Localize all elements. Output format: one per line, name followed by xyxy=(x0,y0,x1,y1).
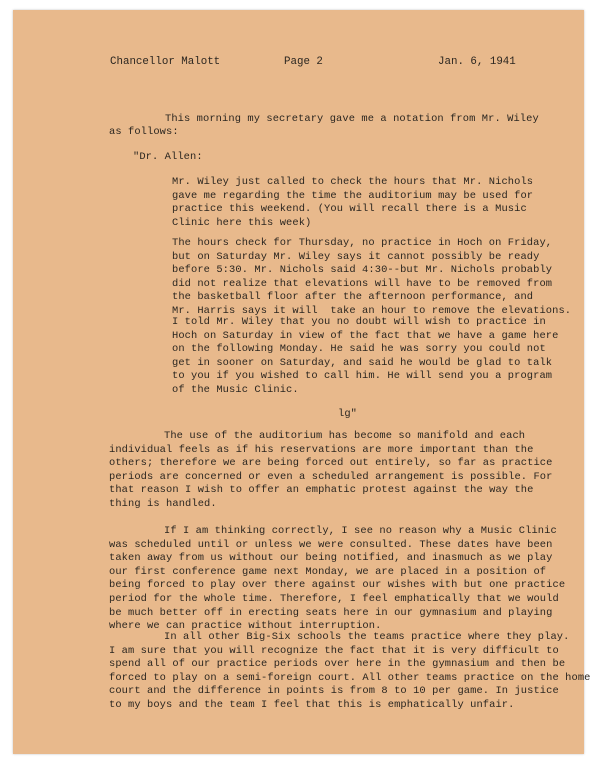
intro-line-2: as follows: xyxy=(109,126,179,138)
memo-salutation: "Dr. Allen: xyxy=(133,151,203,163)
header-date: Jan. 6, 1941 xyxy=(438,56,516,68)
intro-line-1: This morning my secretary gave me a notation from Mr. Wiley xyxy=(165,113,539,125)
memo-paragraph-2: The hours check for Thursday, no practice in Hoch on Friday, but on Saturday Mr. Wiley says it cannot possibly be ready before 5:30. Mr. Nichols said 4:30--but Mr. Nichols probably did not realize that elevations will have to be removed from the basketball floor after the afternoon performance, and Mr. Harris says it will take an hour to remove the elevations. xyxy=(172,237,572,317)
memo-paragraph-1: Mr. Wiley just called to check the hours that Mr. Nichols gave me regarding the time the auditorium may be used for practice this weekend. (You will recall there is a Music Clinic here this week) xyxy=(172,176,534,229)
memo-initials: lg" xyxy=(338,408,358,420)
body-paragraph-2: If I am thinking correctly, I see no reason why a Music Clinic was scheduled until or unless we were consulted. These dates have been taken away from us without our being notified, and inasmuch as we play our first conference game next Monday, we are placed in a position of being forced to play over there against our wishes with but one practice period for the whole time. Therefore, I feel emphatically that we would be much better off in erecting seats here in our gymnasium and playing where we can practice without interruption. xyxy=(109,525,566,633)
body-paragraph-1: The use of the auditorium has become so manifold and each individual feels as if his reservations are more important than the others; therefore we are being forced out entirely, so far as practice periods are concerned or even a scheduled arrangement is possible. For that reason I wish to offer an emphatic protest against the way the thing is handled. xyxy=(109,430,553,510)
header-addressee: Chancellor Malott xyxy=(110,56,221,68)
memo-paragraph-3: I told Mr. Wiley that you no doubt will wish to practice in Hoch on Saturday in view of the fact that we have a game here on the following Monday. He said he was sorry you could not get in sooner on Saturday, and said he would be glad to talk to you if you wished to call him. He will send you a program of the Music Clinic. xyxy=(172,316,559,396)
body-paragraph-3: In all other Big-Six schools the teams practice where they play. I am sure that you will recognize the fact that it is very difficult to spend all of our practice periods over here in the gymnasium and then be forced to play on a semi-foreign court. All other teams practice on the home court and the difference in points is from 8 to 10 per game. In justice to my boys and the team I feel that this is emphatically unfair. xyxy=(109,631,591,711)
header-page-number: Page 2 xyxy=(284,56,323,68)
